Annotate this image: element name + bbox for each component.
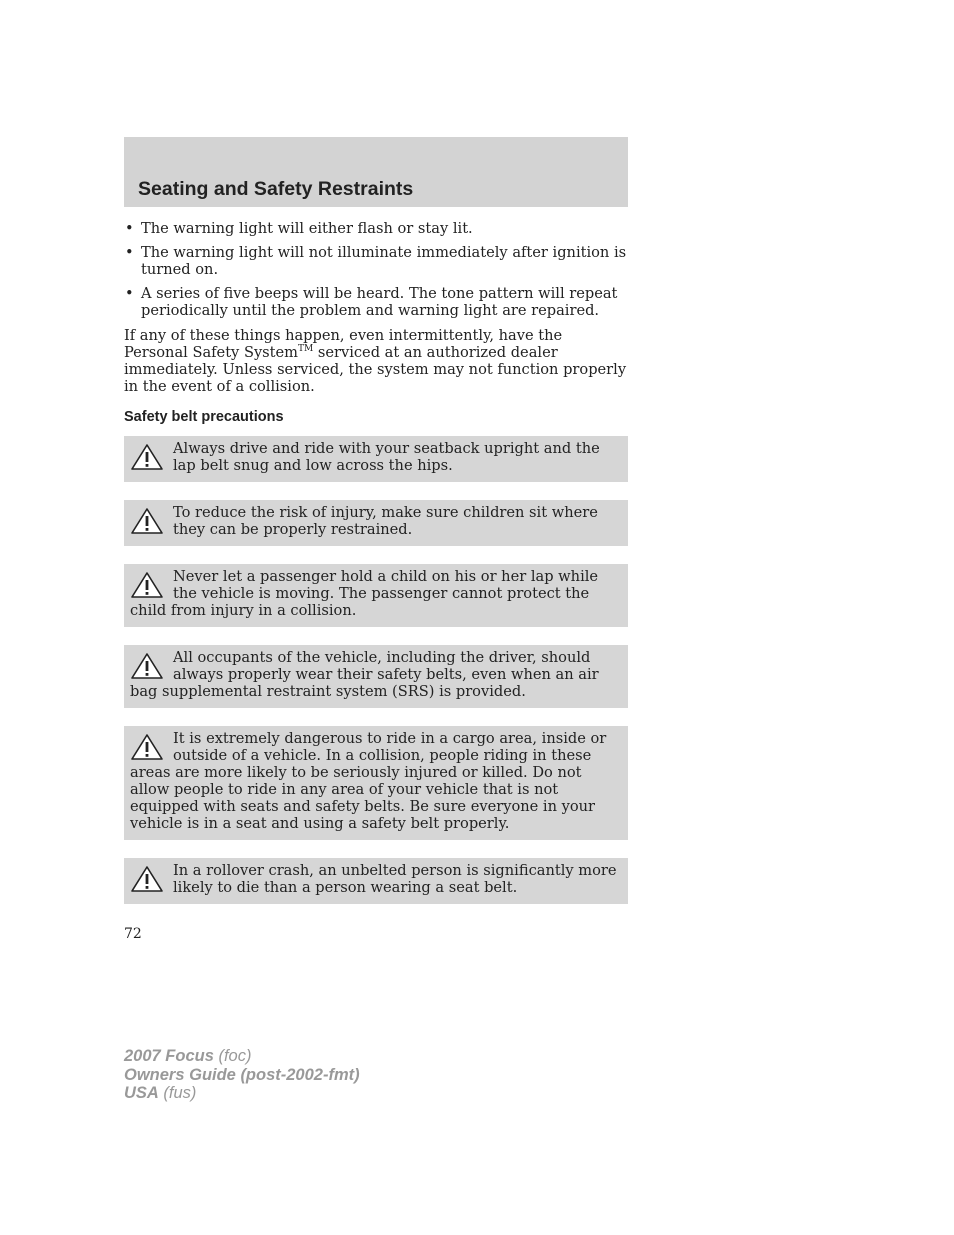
bullet-list — [124, 220, 628, 319]
footer-market-code: (fus) — [158, 1084, 197, 1102]
page-number: 72 — [124, 926, 142, 942]
warning-text: Never let a passenger hold a child on his or her lap while the vehicle is moving. The passenger cannot protect the child from injury in a collision. — [130, 568, 599, 619]
warning-triangle-icon — [130, 571, 164, 599]
warning-text: It is extremely dangerous to ride in a cargo area, inside or outside of a vehicle. In a collision, people riding in these areas are more likely to be seriously injured or killed. Do not allow people to ride in any area of your vehicle that is not equipped with seats and safety belts. Be sure everyone in your vehicle is in a seat and using a safety belt properly. — [130, 730, 607, 832]
body-paragraph — [124, 327, 628, 395]
bullet-item: • The warning light will not illuminate immediately after ignition is turned on. — [124, 244, 628, 278]
footer-market: USA — [124, 1084, 159, 1102]
footer-line-market — [124, 1084, 360, 1103]
warning-text: Always drive and ride with your seatback upright and the lap belt snug and low across the hips. — [173, 440, 600, 474]
trademark-mark: TM — [298, 344, 314, 355]
footer-guide: Owners Guide (post-2002-fmt) — [124, 1065, 360, 1084]
page-content — [124, 220, 628, 922]
footer-model: 2007 Focus — [124, 1047, 214, 1065]
warning-triangle-icon — [130, 865, 164, 893]
subheading: Safety belt precautions — [124, 409, 284, 425]
footer-model-code: (foc) — [213, 1047, 252, 1065]
footer-line-guide — [124, 1066, 360, 1085]
warning-triangle-icon — [130, 443, 164, 471]
warning-text: In a rollover crash, an unbelted person is significantly more likely to die than a person wearing a seat belt. — [173, 862, 617, 896]
section-header — [124, 137, 628, 207]
paragraph-text-end: serviced at an authorized dealer immediately. Unless serviced, the system may not function properly in the event of a collision. — [124, 344, 627, 395]
paragraph-text-start: If any of these things happen, even intermittently, have the Personal Safety System — [124, 327, 563, 361]
bullet-item: • The warning light will either flash or stay lit. — [124, 220, 628, 237]
warning-text: To reduce the risk of injury, make sure children sit where they can be properly restrained. — [173, 504, 598, 538]
warning-box — [124, 645, 628, 708]
bullet-item: • A series of five beeps will be heard. The tone pattern will repeat periodically until the problem and warning light are repaired. — [124, 285, 628, 319]
warning-box — [124, 564, 628, 627]
footer-line-model — [124, 1047, 360, 1066]
warning-triangle-icon — [130, 507, 164, 535]
warning-box — [124, 726, 628, 840]
section-title: Seating and Safety Restraints — [138, 178, 414, 200]
footer-doc-info — [124, 1047, 360, 1103]
warning-triangle-icon — [130, 733, 164, 761]
warning-text: All occupants of the vehicle, including the driver, should always properly wear their safety belts, even when an air bag supplemental restraint system (SRS) is provided. — [130, 649, 599, 700]
warning-box — [124, 436, 628, 482]
warning-box — [124, 500, 628, 546]
warning-box — [124, 858, 628, 904]
warning-triangle-icon — [130, 652, 164, 680]
